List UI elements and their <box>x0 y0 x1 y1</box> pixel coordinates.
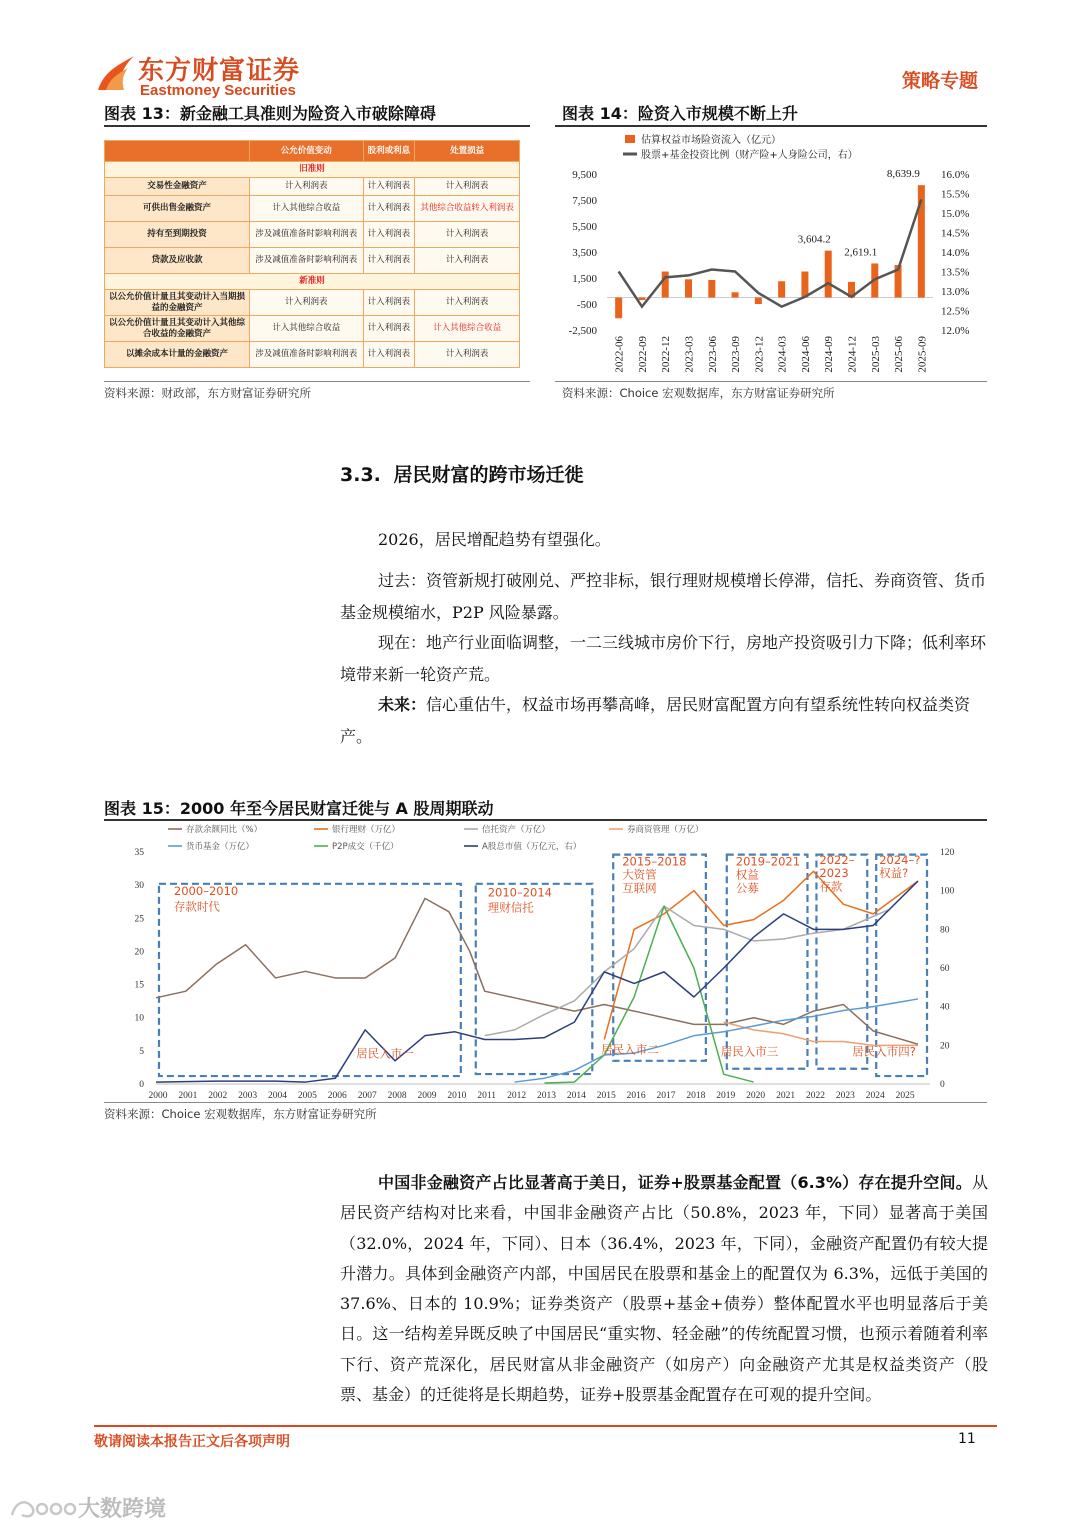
watermark-text: 大数跨境 <box>78 1497 167 1522</box>
paragraph-3-text: 地产行业面临调整，一二三线城市房价下行，房地产投资吸引力下降；低利率环境带来新一轮资产荒。 <box>340 633 987 684</box>
period-dashed-box <box>876 852 927 1076</box>
x-tick-label: 2001 <box>178 1091 198 1101</box>
x-tick-label: 2018 <box>686 1091 706 1101</box>
x-tick-label: 2023-03 <box>683 336 696 373</box>
x-tick-label: 2025-06 <box>893 336 906 373</box>
table-cell: 其他综合收益转入利润表 <box>415 196 520 222</box>
paragraph-1: 2026，居民增配趋势有望强化。 <box>378 530 611 549</box>
market-entry-annotation: 居民入市四? <box>852 1044 916 1059</box>
legend-label-bar: 估算权益市场险资流入（亿元） <box>641 135 781 146</box>
figure-15-chart <box>104 821 987 1101</box>
x-tick-label: 2025-03 <box>869 336 882 373</box>
y-right-tick-label: 15.5% <box>941 188 970 201</box>
y-right-tick-label: 12.0% <box>941 325 970 337</box>
table-row <box>105 178 520 196</box>
paragraph-2-text: 资管新规打破刚兑、严控非标，银行理财规模增长停滞，信托、券商资管、货币基金规模缩水，P2P 风险暴露。 <box>340 571 987 622</box>
period-annotation: 2019–2021 <box>735 854 801 869</box>
x-tick-label: 2010 <box>447 1091 467 1101</box>
period-annotation: 存款 <box>819 879 843 894</box>
y-right-tick-label: 13.5% <box>941 266 970 279</box>
bar-mark <box>778 281 785 297</box>
table-header-cell <box>105 141 250 162</box>
y-right-tick-label: 16.0% <box>941 169 970 181</box>
legend-swatch-bar <box>625 135 635 143</box>
figure-14-rule-bottom <box>555 381 987 382</box>
paragraph-4 <box>340 689 988 753</box>
table-cell: 持有至到期投资 <box>105 222 250 248</box>
x-tick-label: 2016 <box>626 1091 646 1101</box>
x-tick-label: 2004 <box>268 1091 288 1101</box>
period-annotation: 2010–2014 <box>487 885 553 900</box>
figure-13-source: 资料来源：财政部，东方财富证券研究所 <box>104 386 311 400</box>
bar-mark <box>685 279 692 297</box>
bar-data-label: 8,639.9 <box>886 168 920 181</box>
figure-13-rule-top <box>104 125 530 127</box>
table-cell: 计入其他综合收益 <box>250 196 364 222</box>
paragraph-5-lead: 中国非金融资产占比显著高于美日，证券+股票基金配置（6.3%）存在提升空间。 <box>378 1173 972 1192</box>
y-left-tick-label: 1,500 <box>572 273 597 285</box>
period-annotation: 理财信托 <box>487 900 534 915</box>
x-tick-label: 2017 <box>656 1091 676 1101</box>
table-cell: 计入利润表 <box>363 222 415 248</box>
series-line <box>156 881 918 1082</box>
period-annotation: 存款时代 <box>173 899 220 914</box>
y-left-tick-label: 5,500 <box>572 221 597 233</box>
period-annotation: 2000–2010 <box>173 884 239 899</box>
x-tick-label: 2023-12 <box>753 336 766 373</box>
table-section-row <box>105 162 520 178</box>
watermark <box>8 1492 166 1523</box>
y-left-tick-label: 25 <box>134 914 144 925</box>
table-cell: 可供出售金融资产 <box>105 196 250 222</box>
y-right-tick-label: 12.5% <box>941 305 970 318</box>
x-tick-label: 2024-12 <box>846 336 859 373</box>
legend-label: 银行理财（万亿） <box>332 825 401 835</box>
section-title: 居民财富的跨市场迁徙 <box>393 464 584 486</box>
series-line <box>156 898 918 1044</box>
section-number: 3.3. <box>340 464 381 486</box>
figure-14-rule-top <box>555 125 987 127</box>
figure-15-source: 资料来源：Choice 宏观数据库，东方财富证券研究所 <box>104 1107 377 1121</box>
table-row <box>105 342 520 368</box>
y-left-tick-label: 5 <box>139 1046 144 1057</box>
table-cell: 计入其他综合收益 <box>415 316 520 342</box>
y-left-tick-label: 10 <box>134 1013 144 1024</box>
y-left-tick-label: 7,500 <box>572 195 597 207</box>
bar-mark <box>638 298 645 301</box>
table-cell: 计入其他综合收益 <box>250 316 364 342</box>
table-row <box>105 316 520 342</box>
report-type: 策略专题 <box>902 70 979 92</box>
table-header-cell: 公允价值变动 <box>250 141 364 162</box>
table-cell: 计入利润表 <box>363 196 415 222</box>
y-right-tick-label: 80 <box>940 925 950 936</box>
watermark-logo-icon <box>8 1493 78 1523</box>
market-entry-annotation: 居民入市三 <box>720 1044 779 1059</box>
table-cell: 计入利润表 <box>363 342 415 368</box>
y-left-tick-label: 20 <box>134 947 144 958</box>
legend-label: A股总市值（万亿元，右） <box>482 842 582 852</box>
figure-13-title: 图表 13：新金融工具准则为险资入市破除障碍 <box>104 104 436 123</box>
x-tick-label: 2022 <box>805 1091 825 1101</box>
table-cell: 涉及减值准备时影响利润表 <box>250 248 364 274</box>
y-right-tick-label: 0 <box>940 1080 945 1090</box>
period-annotation: 2015–2018 <box>622 854 687 869</box>
table-cell: 交易性金融资产 <box>105 178 250 196</box>
figure-14-title: 图表 14：险资入市规模不断上升 <box>562 104 798 123</box>
legend-label: 券商资管理（万亿） <box>627 825 704 835</box>
x-tick-label: 2023-09 <box>730 336 743 373</box>
bar-mark <box>615 298 622 319</box>
period-annotation: 2024–? <box>879 852 921 867</box>
period-annotation: 互联网 <box>622 880 657 895</box>
company-name-en: Eastmoney Securities <box>140 82 296 99</box>
y-left-tick-label: -2,500 <box>568 325 597 337</box>
table-header-row <box>105 141 520 162</box>
y-right-tick-label: 100 <box>940 886 955 897</box>
bar-mark <box>662 272 669 298</box>
y-left-tick-label: -500 <box>576 299 597 311</box>
figure-14-chart <box>555 128 987 380</box>
legend-label: P2P成交（千亿） <box>332 842 399 852</box>
paragraph-5-body: 从居民资产结构对比来看，中国非金融资产占比（50.8%，2023 年，下同）显著高于美国（32.0%，2024 年，下同）、日本（36.4%，2023 年，下同），金融资产配置仍有较大提升潜力。具体到金融资产内部，中国居民在股票和基金上的配置仅为 6.3%，远低于美国的 37.6%、日本的 10.9%；证券类资产（股票+基金+债券）整体配置水平也明显落后于美日。这一结构差异既反映了中国居民“重实物、轻金融”的传统配置习惯，也预示着随着利率下行、资产荒深化，居民财富从非金融资产（如房产）向金融资产尤其是权益类资产（股票、基金）的迁徙将是长期趋势，证券+股票基金配置存在可观的提升空间。 <box>340 1173 988 1405</box>
table-cell: 涉及减值准备时影响利润表 <box>250 222 364 248</box>
table-cell: 计入利润表 <box>250 178 364 196</box>
table-cell: 计入利润表 <box>363 178 415 196</box>
x-tick-label: 2024-03 <box>776 336 789 373</box>
x-tick-label: 2025-09 <box>916 336 929 373</box>
x-tick-label: 2009 <box>417 1091 437 1101</box>
figure-15-title: 图表 15：2000 年至今居民财富迁徙与 A 股周期联动 <box>104 799 494 818</box>
x-tick-label: 2024-09 <box>823 336 836 373</box>
table-cell: 计入利润表 <box>363 316 415 342</box>
x-tick-label: 2015 <box>596 1091 616 1101</box>
table-cell: 以公允价值计量且其变动计入其他综合收益的金融资产 <box>105 316 250 342</box>
bar-data-label: 3,604.2 <box>797 233 831 246</box>
x-tick-label: 2020 <box>746 1091 766 1101</box>
figure-13-table-wrap <box>104 140 520 368</box>
x-tick-label: 2014 <box>566 1091 586 1101</box>
period-annotation: 2023 <box>819 866 849 881</box>
figure-13-rule-bottom <box>104 381 530 382</box>
table-row <box>105 196 520 222</box>
logo-flame-icon <box>94 50 140 94</box>
bar-mark <box>801 272 808 298</box>
section-new-label: 新准则 <box>105 274 520 290</box>
period-annotation: 2022– <box>819 852 855 867</box>
figure-14-source: 资料来源：Choice 宏观数据库，东方财富证券研究所 <box>562 386 835 400</box>
y-left-tick-label: 9,500 <box>572 169 597 181</box>
period-annotation: 权益 <box>735 867 759 882</box>
legend-label: 货币基金（万亿） <box>186 842 255 852</box>
x-tick-label: 2003 <box>238 1091 258 1101</box>
y-right-tick-label: 14.0% <box>941 247 970 259</box>
figure-15-rule-bottom <box>104 1102 987 1103</box>
table-section-row <box>105 274 520 290</box>
y-right-tick-label: 120 <box>940 848 955 858</box>
series-line <box>485 906 888 1036</box>
bar-data-label: 2,619.1 <box>844 246 878 259</box>
x-tick-label: 2021 <box>776 1091 796 1101</box>
y-right-tick-label: 14.5% <box>941 227 970 240</box>
table-row <box>105 222 520 248</box>
x-tick-label: 2022-09 <box>636 336 649 373</box>
x-tick-label: 2006 <box>327 1091 347 1101</box>
x-tick-label: 2022-12 <box>660 336 673 373</box>
x-tick-label: 2023 <box>835 1091 855 1101</box>
bar-mark <box>732 292 739 297</box>
table-cell: 计入利润表 <box>415 290 520 316</box>
period-annotation: 大资管 <box>622 867 657 882</box>
table-cell: 以公允价值计量且其变动计入当期损益的金融资产 <box>105 290 250 316</box>
period-annotation: 公募 <box>735 880 759 895</box>
x-tick-label: 2019 <box>716 1091 736 1101</box>
paragraph-5 <box>340 1168 988 1410</box>
y-right-tick-label: 13.0% <box>941 286 970 298</box>
y-left-tick-label: 35 <box>134 848 144 858</box>
market-entry-annotation: 居民入市二 <box>601 1042 659 1057</box>
table-header-cell: 股利或利息 <box>363 141 415 162</box>
figure-13-table <box>104 140 520 368</box>
paragraph-3 <box>340 627 988 691</box>
paragraph-2 <box>340 565 988 629</box>
paragraph-3-label: 现在： <box>378 633 427 652</box>
x-tick-label: 2007 <box>357 1091 377 1101</box>
table-cell: 计入利润表 <box>363 248 415 274</box>
bar-mark <box>755 298 762 305</box>
table-cell: 计入利润表 <box>415 248 520 274</box>
x-tick-label: 2022-06 <box>613 336 626 373</box>
paragraph-4-text: 信心重估牛，权益市场再攀高峰，居民财富配置方向有望系统性转向权益类资产。 <box>340 695 971 746</box>
period-annotation: 权益? <box>879 866 909 881</box>
x-tick-label: 2012 <box>507 1091 527 1101</box>
market-entry-annotation: 居民入市一 <box>356 1046 414 1061</box>
legend-label-line: 股票+基金投资比例（财产险+人身险公司，右） <box>641 150 858 161</box>
x-tick-label: 2008 <box>387 1091 407 1101</box>
section-old-label: 旧准则 <box>105 162 520 178</box>
y-left-tick-label: 0 <box>139 1080 144 1090</box>
table-cell: 计入利润表 <box>250 290 364 316</box>
table-header-cell: 处置损益 <box>415 141 520 162</box>
x-tick-label: 2013 <box>536 1091 556 1101</box>
table-row <box>105 290 520 316</box>
x-tick-label: 2005 <box>297 1091 317 1101</box>
company-name-cn: 东方财富证券 <box>138 56 301 86</box>
x-tick-label: 2023-06 <box>706 336 719 373</box>
x-tick-label: 2024 <box>865 1091 885 1101</box>
page-number: 11 <box>958 1431 976 1447</box>
table-cell: 计入利润表 <box>415 222 520 248</box>
y-left-tick-label: 30 <box>134 881 144 892</box>
paragraph-4-label: 未来： <box>378 695 427 714</box>
table-cell: 以摊余成本计量的金融资产 <box>105 342 250 368</box>
footer-rule <box>94 1425 997 1427</box>
x-tick-label: 2024-06 <box>799 336 812 373</box>
x-tick-label: 2025 <box>895 1091 915 1101</box>
table-cell: 贷款及应收款 <box>105 248 250 274</box>
paragraph-2-label: 过去： <box>378 571 427 590</box>
legend-label: 信托资产（万亿） <box>482 825 551 835</box>
y-left-tick-label: 3,500 <box>572 247 597 259</box>
x-tick-label: 2011 <box>477 1091 497 1101</box>
legend-label: 存款余额同比（%） <box>186 825 263 835</box>
bar-mark <box>825 251 832 298</box>
x-tick-label: 2002 <box>208 1091 228 1101</box>
y-right-tick-label: 15.0% <box>941 208 970 220</box>
y-right-tick-label: 20 <box>940 1041 950 1052</box>
x-tick-label: 2000 <box>148 1091 168 1101</box>
table-cell: 计入利润表 <box>415 342 520 368</box>
table-cell: 涉及减值准备时影响利润表 <box>250 342 364 368</box>
company-logo <box>94 50 140 94</box>
y-left-tick-label: 15 <box>134 980 144 991</box>
table-row <box>105 248 520 274</box>
y-right-tick-label: 60 <box>940 964 950 974</box>
footer-disclaimer: 敬请阅读本报告正文后各项声明 <box>94 1434 290 1450</box>
table-cell: 计入利润表 <box>415 178 520 196</box>
y-right-tick-label: 40 <box>940 1002 950 1013</box>
section-heading <box>340 460 584 487</box>
table-cell: 计入利润表 <box>363 290 415 316</box>
bar-mark <box>708 280 715 298</box>
